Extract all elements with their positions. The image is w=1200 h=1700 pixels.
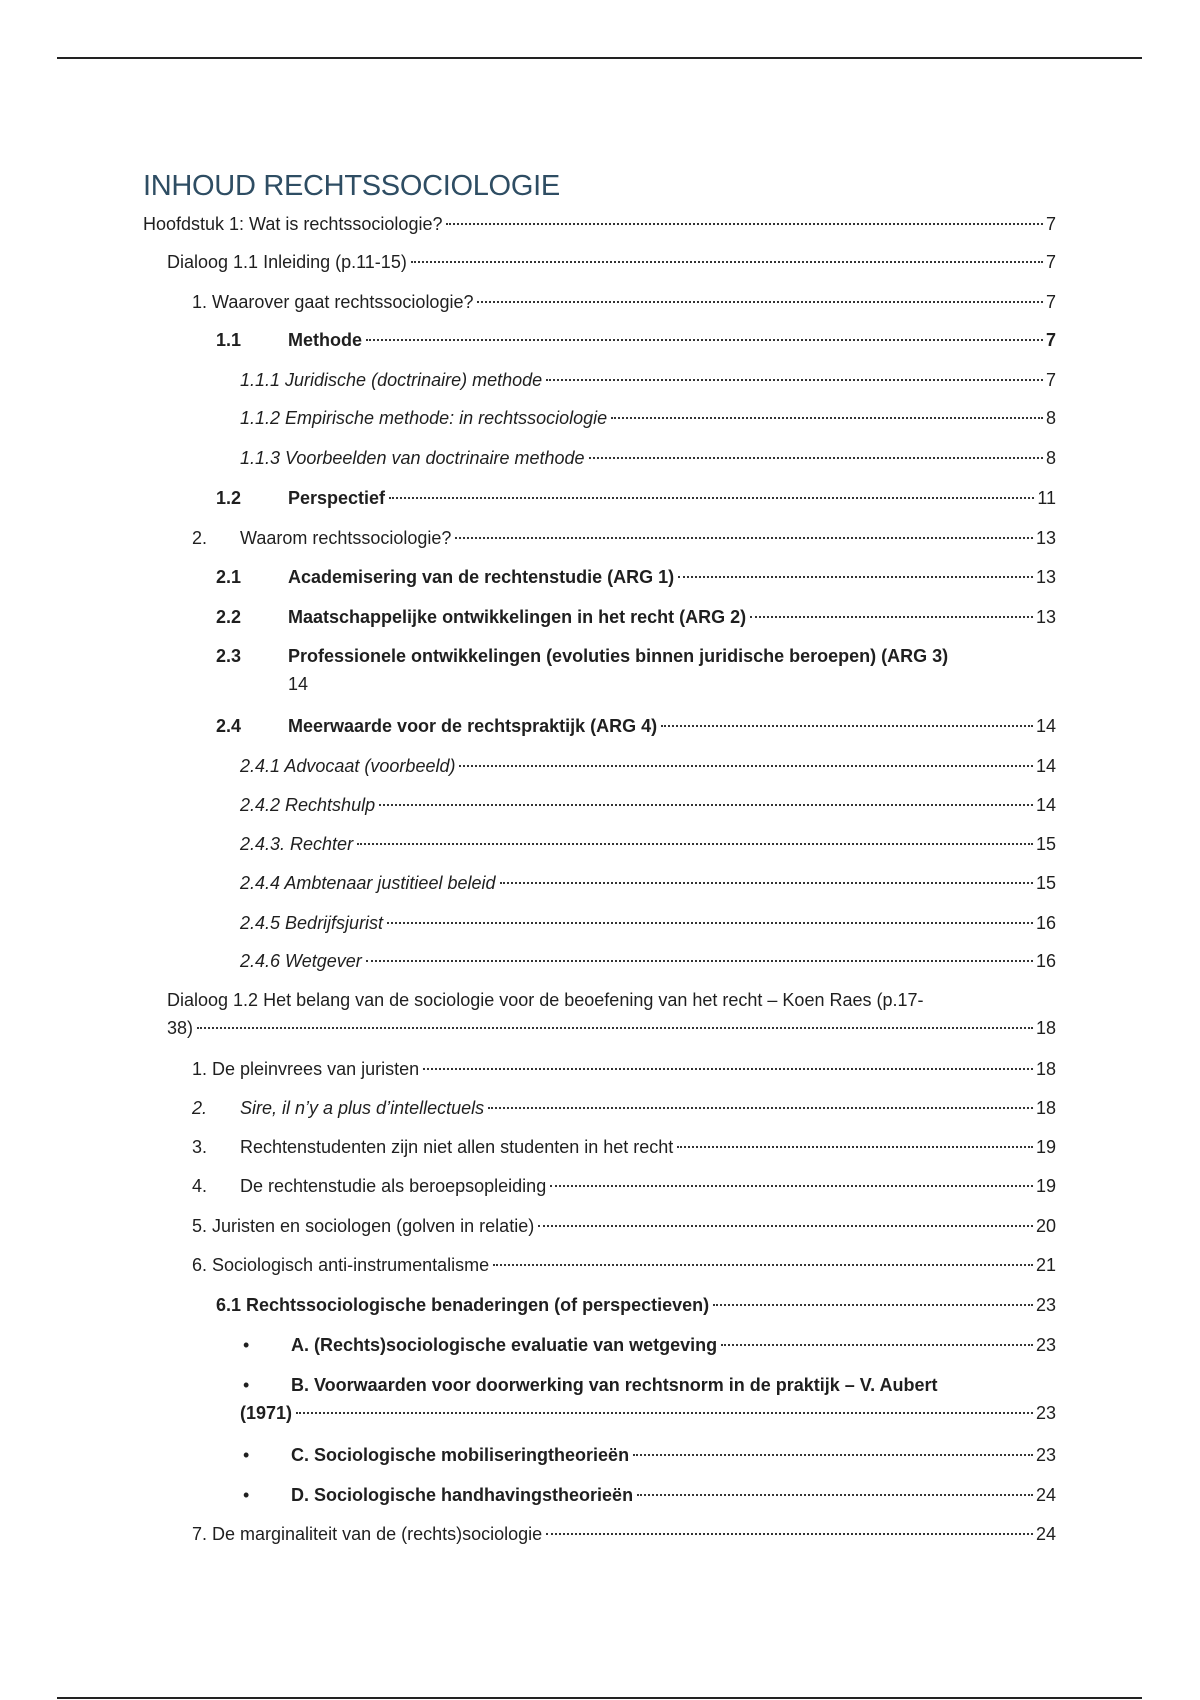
toc-leader — [546, 1533, 1033, 1535]
toc-leader — [488, 1107, 1033, 1109]
toc-page: 14 — [288, 674, 309, 694]
toc-page: 23 — [1035, 1335, 1056, 1355]
toc-label: Perspectief — [288, 488, 386, 508]
toc-label: De rechtenstudie als beroepsopleiding — [240, 1176, 547, 1196]
toc-page: 14 — [1035, 795, 1056, 815]
toc-entry[interactable] — [192, 1172, 1056, 1200]
toc-entry[interactable] — [192, 1055, 1056, 1083]
toc-label: 7. De marginaliteit van de (rechts)sociologie — [192, 1524, 543, 1544]
toc-label: Dialoog 1.1 Inleiding (p.11-15) — [167, 252, 407, 272]
toc-leader — [500, 882, 1033, 884]
toc-number: 4. — [192, 1176, 208, 1196]
toc-page: 7 — [1045, 252, 1056, 272]
toc-page: 15 — [1035, 834, 1056, 854]
toc-leader — [379, 804, 1033, 806]
toc-leader — [611, 417, 1043, 419]
toc-label: 6. Sociologisch anti-instrumentalisme — [192, 1255, 490, 1275]
toc-number: 2. — [192, 528, 208, 548]
toc-entry-line — [216, 642, 1056, 670]
toc-page: 14 — [1035, 756, 1056, 776]
toc-page: 13 — [1035, 567, 1056, 587]
toc-label: Methode — [288, 330, 362, 350]
toc-page: 11 — [1037, 488, 1056, 508]
toc-entry[interactable] — [192, 524, 1056, 552]
toc-leader — [721, 1344, 1033, 1346]
toc-leader — [493, 1264, 1033, 1266]
toc-leader — [459, 765, 1033, 767]
toc-entry[interactable] — [240, 404, 1056, 432]
toc-entry[interactable] — [240, 1371, 1056, 1427]
bullet-icon: • — [243, 1485, 250, 1505]
toc-page: 23 — [1035, 1445, 1056, 1465]
toc-entry[interactable] — [167, 986, 1056, 1042]
toc-entry[interactable] — [240, 1441, 1056, 1469]
toc-leader — [366, 960, 1033, 962]
toc-page: 23 — [1035, 1295, 1056, 1315]
toc-entry[interactable] — [192, 1520, 1056, 1548]
toc-label: Sire, il n’y a plus d’intellectuels — [240, 1098, 485, 1118]
toc-label: 2.4.5 Bedrijfsjurist — [240, 913, 384, 933]
toc-label: 1. Waarover gaat rechtssociologie? — [192, 292, 474, 312]
toc-page: 13 — [1035, 607, 1056, 627]
toc-entry[interactable] — [143, 210, 1056, 238]
toc-entry[interactable] — [192, 288, 1056, 316]
toc-page: 16 — [1035, 951, 1056, 971]
toc-leader — [750, 616, 1033, 618]
toc-number: 2.4 — [216, 716, 242, 736]
toc-page: 8 — [1045, 448, 1056, 468]
toc-page: 7 — [1045, 292, 1056, 312]
toc-entry[interactable] — [192, 1251, 1056, 1279]
bullet-icon: • — [243, 1335, 250, 1355]
toc-label-continued: (1971) — [240, 1403, 293, 1423]
toc-page: 24 — [1035, 1524, 1056, 1544]
toc-number: 2.2 — [216, 607, 242, 627]
toc-page: 23 — [1035, 1403, 1056, 1423]
toc-label: 2.4.4 Ambtenaar justitieel beleid — [240, 873, 496, 893]
toc-entry-line — [240, 1399, 1056, 1427]
toc-number: 1.2 — [216, 488, 242, 508]
toc-label: Maatschappelijke ontwikkelingen in het recht (ARG 2) — [288, 607, 747, 627]
toc-label: C. Sociologische mobiliseringtheorieën — [291, 1445, 630, 1465]
toc-leader — [550, 1185, 1033, 1187]
toc-entry[interactable] — [240, 444, 1056, 472]
toc-entry[interactable] — [216, 563, 1056, 591]
toc-entry[interactable] — [216, 603, 1056, 631]
toc-entry[interactable] — [240, 752, 1056, 780]
toc-entry[interactable] — [240, 909, 1056, 937]
toc-page: 14 — [1035, 716, 1056, 736]
toc-label: Waarom rechtssociologie? — [240, 528, 452, 548]
toc-label: Rechtenstudenten zijn niet allen studenten in het recht — [240, 1137, 674, 1157]
toc-number: 1.1 — [216, 330, 242, 350]
toc-leader — [366, 339, 1043, 341]
toc-leader — [357, 843, 1033, 845]
toc-label: 2.4.1 Advocaat (voorbeeld) — [240, 756, 456, 776]
toc-leader — [538, 1225, 1033, 1227]
toc-number: 2.3 — [216, 646, 242, 666]
toc-label: 2.4.2 Rechtshulp — [240, 795, 376, 815]
toc-label: 2.4.6 Wetgever — [240, 951, 362, 971]
toc-page: 13 — [1035, 528, 1056, 548]
toc-entry[interactable] — [240, 366, 1056, 394]
toc-page: 18 — [1035, 1059, 1056, 1079]
toc-page: 21 — [1035, 1255, 1056, 1275]
toc-entry[interactable] — [240, 791, 1056, 819]
toc-leader — [713, 1304, 1033, 1306]
toc-leader — [661, 725, 1033, 727]
toc-label-continued: 38) — [167, 1018, 194, 1038]
toc-page: 15 — [1035, 873, 1056, 893]
toc-entry[interactable] — [240, 1331, 1056, 1359]
toc-entry[interactable] — [192, 1212, 1056, 1240]
toc-entry[interactable] — [167, 248, 1056, 276]
toc-page: 18 — [1035, 1098, 1056, 1118]
toc-entry[interactable] — [240, 947, 1056, 975]
toc-entry[interactable] — [240, 869, 1056, 897]
bullet-icon: • — [243, 1375, 250, 1395]
toc-entry[interactable] — [192, 1133, 1056, 1161]
toc-number: 3. — [192, 1137, 208, 1157]
toc-entry-line — [167, 1014, 1056, 1042]
toc-leader — [389, 497, 1034, 499]
toc-leader — [477, 301, 1043, 303]
toc-entry[interactable] — [240, 1481, 1056, 1509]
toc-entry[interactable] — [216, 484, 1056, 512]
toc-label: 2.4.3. Rechter — [240, 834, 354, 854]
toc-label: 6.1 Rechtssociologische benaderingen (of perspectieven) — [216, 1295, 710, 1315]
toc-label: Dialoog 1.2 Het belang van de sociologie voor de beoefening van het recht – Koen Raes (p.17- — [167, 990, 924, 1010]
toc-entry[interactable] — [216, 642, 1056, 698]
bullet-icon: • — [243, 1445, 250, 1465]
toc-leader — [446, 223, 1043, 225]
toc-label: 1.1.1 Juridische (doctrinaire) methode — [240, 370, 543, 390]
toc-page: 8 — [1045, 408, 1056, 428]
toc-label: Academisering van de rechtenstudie (ARG 1) — [288, 567, 675, 587]
toc-leader — [589, 457, 1043, 459]
toc-leader — [197, 1027, 1033, 1029]
toc-leader — [678, 576, 1033, 578]
toc-page: 20 — [1035, 1216, 1056, 1236]
toc-leader — [455, 537, 1033, 539]
toc-label: A. (Rechts)sociologische evaluatie van wetgeving — [291, 1335, 718, 1355]
toc-label: 1.1.3 Voorbeelden van doctrinaire methode — [240, 448, 585, 468]
toc-page: 16 — [1035, 913, 1056, 933]
toc-entry[interactable] — [216, 712, 1056, 740]
toc-entry[interactable] — [240, 830, 1056, 858]
toc-entry-line — [240, 1371, 1056, 1399]
toc-entry[interactable] — [192, 1094, 1056, 1122]
toc-page: 19 — [1035, 1137, 1056, 1157]
toc-number: 2. — [192, 1098, 208, 1118]
toc-leader — [411, 261, 1043, 263]
toc-page: 7 — [1045, 370, 1056, 390]
toc-page: 24 — [1035, 1485, 1056, 1505]
toc-leader — [546, 379, 1043, 381]
toc-leader — [296, 1412, 1033, 1414]
toc-label: 5. Juristen en sociologen (golven in relatie) — [192, 1216, 535, 1236]
toc-number: 2.1 — [216, 567, 242, 587]
toc-page: 19 — [1035, 1176, 1056, 1196]
toc-label: Professionele ontwikkelingen (evoluties binnen juridische beroepen) (ARG 3) — [288, 646, 949, 666]
toc-page: 18 — [1035, 1018, 1056, 1038]
toc-leader — [423, 1068, 1033, 1070]
toc-entry[interactable] — [216, 326, 1056, 354]
toc-leader — [637, 1494, 1033, 1496]
toc-label: Meerwaarde voor de rechtspraktijk (ARG 4) — [288, 716, 658, 736]
toc-label: 1.1.2 Empirische methode: in rechtssociologie — [240, 408, 608, 428]
toc-label: D. Sociologische handhavingstheorieën — [291, 1485, 634, 1505]
toc-page: 7 — [1045, 330, 1056, 350]
toc-leader — [677, 1146, 1033, 1148]
toc-label: Hoofdstuk 1: Wat is rechtssociologie? — [143, 214, 443, 234]
toc-page: 7 — [1045, 214, 1056, 234]
footer-rule — [57, 1697, 1142, 1699]
toc-leader — [633, 1454, 1033, 1456]
document-title: INHOUD RECHTSSOCIOLOGIE — [143, 170, 560, 202]
toc-label: B. Voorwaarden voor doorwerking van rechtsnorm in de praktijk – V. Aubert — [291, 1375, 938, 1395]
toc-label: 1. De pleinvrees van juristen — [192, 1059, 420, 1079]
toc-leader — [387, 922, 1033, 924]
toc-entry[interactable] — [216, 1291, 1056, 1319]
